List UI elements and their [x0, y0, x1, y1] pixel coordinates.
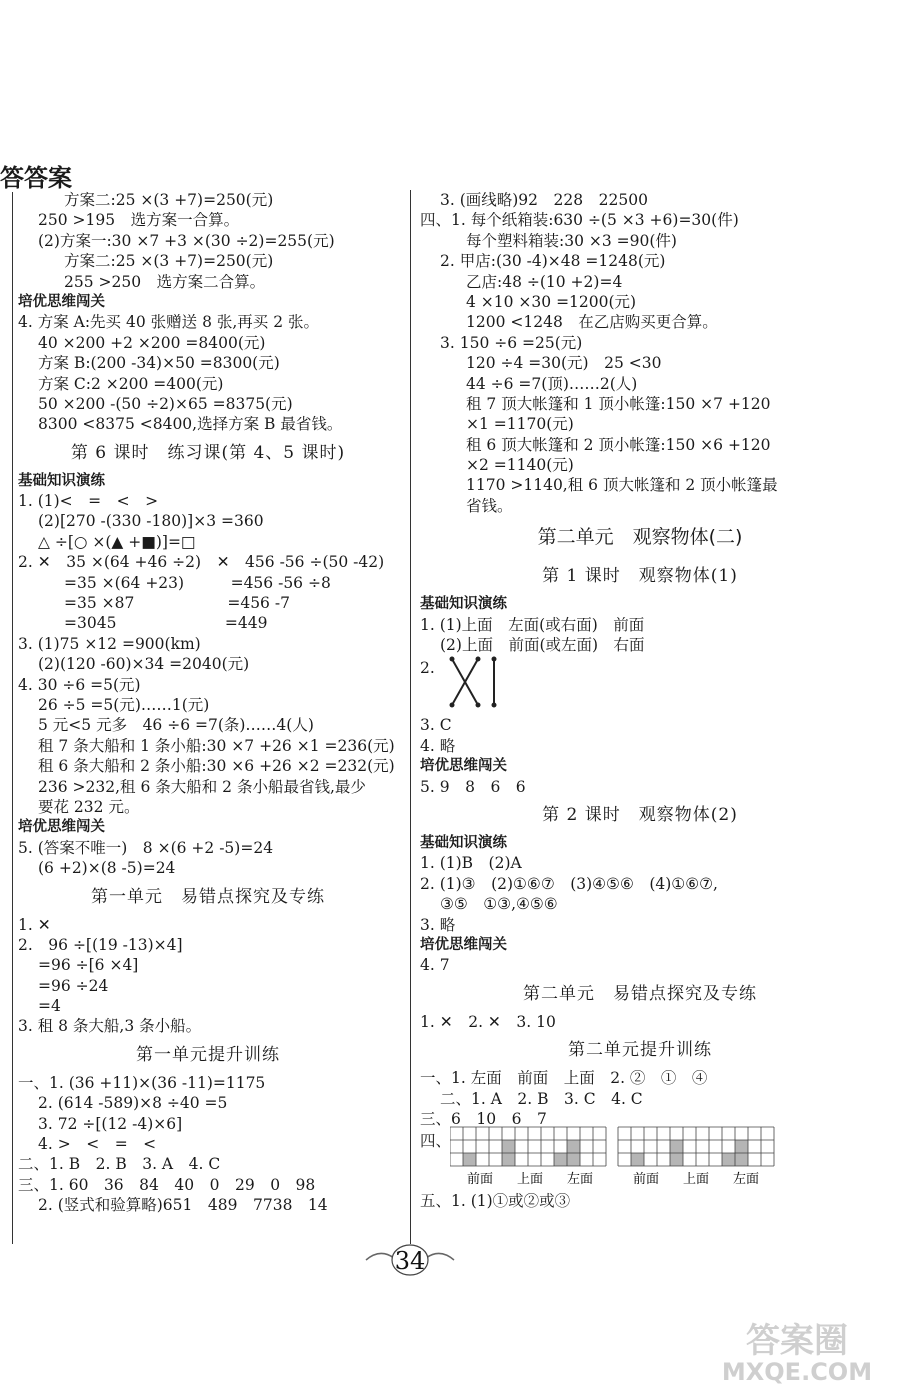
- answer-line: 40 ×200 +2 ×200 =8400(元): [38, 333, 266, 352]
- answer-line: 租 6 条大船和 2 条小船:30 ×6 +26 ×2 =232(元): [38, 757, 395, 776]
- page-number: 34: [394, 1247, 426, 1275]
- grid-shaded-cell: [567, 1140, 580, 1153]
- answer-line: 四、: [420, 1132, 452, 1151]
- watermark-logo-text: 答案圈: [746, 1321, 848, 1361]
- answer-line: 要花 232 元。: [38, 797, 140, 816]
- section-heading: 培优思维闯关: [420, 936, 507, 953]
- answer-line: 3. C: [420, 716, 452, 735]
- answer-line: ×1 =1170(元): [466, 415, 574, 434]
- answer-line: ×2 =1140(元): [466, 456, 574, 475]
- section-heading: 基础知识演练: [420, 834, 507, 851]
- answer-line: (2)方案一:30 ×7 +3 ×(30 ÷2)=255(元): [38, 231, 335, 250]
- right-column: [420, 190, 860, 1212]
- answer-line: 一、1. 左面 前面 上面 2. ② ① ④: [420, 1069, 708, 1088]
- answer-line: 1170 >1140,租 6 顶大帐篷和 2 顶小帐篷最: [466, 476, 778, 495]
- unit-upgrade-title: 第二单元提升训练: [568, 1040, 712, 1061]
- grid-shaded-cell: [502, 1140, 515, 1153]
- answer-line: 5. 9 8 6 6: [420, 777, 526, 796]
- answer-line: 26 ÷5 =5(元)……1(元): [38, 695, 210, 714]
- matching-lines-diagram: [442, 655, 522, 715]
- answer-line: 2. 甲店:(30 -4)×48 =1248(元): [440, 252, 666, 271]
- grid-label: 左面: [733, 1172, 760, 1186]
- answer-line: 1. (1)B (2)A: [420, 854, 522, 873]
- answer-line: 4. 略: [420, 736, 456, 755]
- answer-line: 2. ✕ 35 ×(64 +46 ÷2) ✕ 456 -56 ÷(50 -42): [18, 553, 385, 572]
- answer-line: (2)[270 -(330 -180)]×3 =360: [38, 512, 264, 531]
- unit-title: 第二单元 观察物体(二): [537, 526, 743, 549]
- column-divider: [410, 190, 411, 1244]
- answer-line: 2.: [420, 659, 435, 678]
- lesson-title: 第 1 课时 观察物体(1): [542, 566, 738, 587]
- answer-line: 44 ÷6 =7(顶)……2(人): [466, 374, 638, 393]
- grid-shaded-cell: [722, 1153, 735, 1166]
- answer-line: 3. 略: [420, 915, 456, 934]
- answer-line: 1. ✕ 2. ✕ 3. 10: [420, 1012, 556, 1031]
- answer-line: =96 ÷24: [38, 976, 109, 995]
- answer-line: 方案 C:2 ×200 =400(元): [38, 374, 224, 393]
- grid-label: 左面: [567, 1172, 594, 1186]
- answer-line: 8300 <8375 <8400,选择方案 B 最省钱。: [38, 415, 343, 434]
- answer-line: 1. ✕: [18, 915, 51, 934]
- grid-shaded-cell: [502, 1153, 515, 1166]
- grid-shaded-cell: [670, 1140, 683, 1153]
- grid-left: [450, 1127, 606, 1166]
- answer-line: 2. 96 ÷[(19 -13)×4]: [18, 935, 183, 954]
- answer-line: 1200 <1248 在乙店购买更合算。: [466, 313, 718, 332]
- answer-line: 3. (1)75 ×12 =900(km): [18, 634, 201, 653]
- answer-line: 4. 30 ÷6 =5(元): [18, 675, 141, 694]
- page-title: 答答案: [0, 164, 72, 192]
- page-number-badge: [360, 1238, 460, 1278]
- matching-diagram-row: [420, 655, 860, 715]
- answer-line: 一、1. (36 +11)×(36 -11)=1175: [18, 1073, 266, 1092]
- answer-line: 租 7 条大船和 1 条小船:30 ×7 +26 ×1 =236(元): [38, 736, 395, 755]
- watermark-url: MXQE.COM: [721, 1358, 873, 1384]
- answer-line: 3. 72 ÷[(12 -4)×6]: [38, 1114, 183, 1133]
- answer-line: =3045 =449: [64, 614, 268, 633]
- grid-shaded-cell: [631, 1153, 644, 1166]
- grid-shaded-cell: [463, 1153, 476, 1166]
- answer-line: 四、1. 每个纸箱装:630 ÷(5 ×3 +6)=30(件): [420, 211, 739, 230]
- answer-line: 4 ×10 ×30 =1200(元): [466, 292, 637, 311]
- answer-line: =4: [38, 997, 61, 1016]
- lesson-title: 第 6 课时 练习课(第 4、5 课时): [70, 442, 346, 463]
- answer-line: 方案二:25 ×(3 +7)=250(元): [64, 191, 274, 209]
- answer-line: (2)(120 -60)×34 =2040(元): [38, 655, 250, 674]
- grid-shaded-cell: [567, 1153, 580, 1166]
- grid-label: 上面: [517, 1172, 544, 1186]
- answer-line: =35 ×(64 +23) =456 -56 ÷8: [64, 573, 331, 592]
- answer-line: 236 >232,租 6 条大船和 2 条小船最省钱,最少: [38, 777, 366, 796]
- answer-line: 三、1. 60 36 84 40 0 29 0 98: [18, 1175, 316, 1194]
- lesson-title: 第 2 课时 观察物体(2): [542, 804, 738, 825]
- watermark: [702, 1318, 892, 1384]
- answer-line: 租 7 顶大帐篷和 1 顶小帐篷:150 ×7 +120: [466, 394, 771, 413]
- unit-error-title: 第二单元 易错点探究及专练: [523, 983, 757, 1004]
- answer-line: 3. 租 8 条大船,3 条小船。: [18, 1017, 202, 1036]
- grid-shaded-cell: [670, 1153, 683, 1166]
- answer-line: 省钱。: [466, 496, 513, 515]
- answer-line: 2. (竖式和验算略)651 489 7738 14: [38, 1196, 328, 1215]
- answer-line: 二、1. A 2. B 3. C 4. C: [440, 1089, 643, 1108]
- view-grid-diagram: [450, 1123, 850, 1185]
- section-heading: 基础知识演练: [420, 596, 507, 613]
- view-grid-row: [420, 1129, 860, 1191]
- answer-line: 3. (画线略)92 228 22500: [440, 191, 648, 209]
- answer-line: 250 >195 选方案一合算。: [38, 211, 240, 230]
- answer-line: 1. (1)< = < >: [18, 492, 159, 511]
- left-margin-line: [12, 192, 13, 1244]
- grid-label: 上面: [683, 1172, 710, 1186]
- answer-line: 方案二:25 ×(3 +7)=250(元): [64, 252, 274, 271]
- answer-line: 每个塑料箱装:30 ×3 =90(件): [466, 231, 677, 250]
- answer-line: 4. 方案 A:先买 40 张赠送 8 张,再买 2 张。: [18, 313, 319, 332]
- answer-line: (6 +2)×(8 -5)=24: [38, 859, 176, 878]
- section-heading: 培优思维闯关: [18, 293, 105, 310]
- answer-line: 乙店:48 ÷(10 +2)=4: [466, 272, 623, 291]
- grid-shaded-cell: [554, 1153, 567, 1166]
- grid-shaded-cell: [735, 1140, 748, 1153]
- answer-line: 5. (答案不唯一) 8 ×(6 +2 -5)=24: [18, 838, 274, 857]
- answer-line: 3. 150 ÷6 =25(元): [440, 333, 583, 352]
- answer-line: △ ÷[○ ×(▲ +■)]=□: [38, 532, 196, 551]
- answer-line: ③⑤ ①③,④⑤⑥: [440, 895, 558, 914]
- answer-line: 2. (614 -589)×8 ÷40 =5: [38, 1094, 228, 1113]
- grid-label: 前面: [467, 1172, 494, 1186]
- answer-line: 1. (1)上面 左面(或右面) 前面: [420, 615, 645, 634]
- section-heading: 基础知识演练: [18, 472, 105, 489]
- answer-line: 50 ×200 -(50 ÷2)×65 =8375(元): [38, 394, 293, 413]
- answer-line: 2. (1)③ (2)①⑥⑦ (3)④⑤⑥ (4)①⑥⑦,: [420, 874, 718, 893]
- answer-line: 二、1. B 2. B 3. A 4. C: [18, 1155, 221, 1174]
- unit-error-title: 第一单元 易错点探究及专练: [91, 886, 325, 907]
- answer-line: (2)上面 前面(或左面) 右面: [440, 636, 645, 655]
- answer-line: 255 >250 选方案二合算。: [64, 272, 266, 291]
- answer-line: 120 ÷4 =30(元) 25 <30: [466, 354, 662, 373]
- answer-line: =35 ×87 =456 -7: [64, 594, 290, 613]
- section-heading: 培优思维闯关: [420, 758, 507, 775]
- grid-shaded-cell: [735, 1153, 748, 1166]
- grid-right: [618, 1127, 774, 1166]
- section-heading: 培优思维闯关: [18, 819, 105, 836]
- answer-line: 5 元<5 元多 46 ÷6 =7(条)……4(人): [38, 716, 314, 735]
- answer-line: =96 ÷[6 ×4]: [38, 956, 139, 975]
- answer-line: 租 6 顶大帐篷和 2 顶小帐篷:150 ×6 +120: [466, 435, 771, 454]
- unit-upgrade-title: 第一单元提升训练: [136, 1044, 280, 1065]
- answer-line: 4. 7: [420, 956, 450, 975]
- answer-line: 三、6 10 6 7: [420, 1109, 547, 1128]
- answer-line: 4. > < = <: [38, 1135, 157, 1154]
- answer-line: 五、1. (1)①或②或③: [420, 1192, 571, 1211]
- grid-label: 前面: [633, 1172, 660, 1186]
- left-column: [18, 190, 398, 1216]
- answer-line: 方案 B:(200 -34)×50 =8300(元): [38, 354, 280, 373]
